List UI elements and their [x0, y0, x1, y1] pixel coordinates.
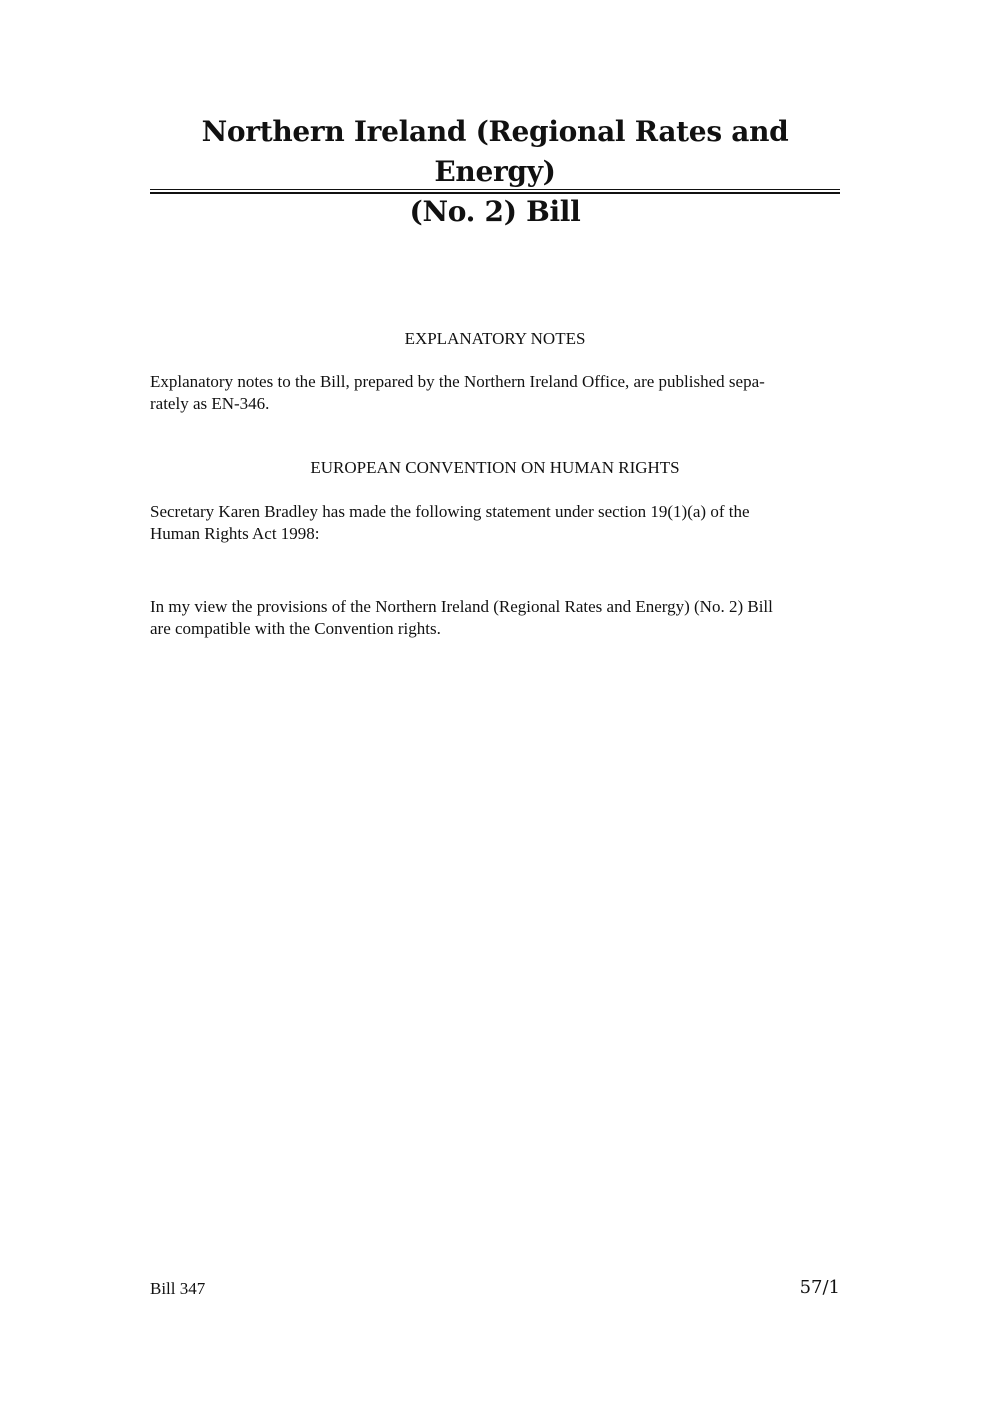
compatibility-statement-line-2: are compatible with the Convention rights.	[150, 619, 441, 638]
bill-title-line-2: (No. 2) Bill	[409, 195, 581, 228]
bill-number: Bill 347	[150, 1279, 206, 1298]
echr-statement-line-2: Human Rights Act 1998:	[150, 524, 320, 543]
echr-statement-line-1: Secretary Karen Bradley has made the following statement under section 19(1)(a) of the	[150, 502, 750, 521]
bill-title	[150, 112, 840, 232]
explanatory-notes-line-2: rately as EN-346.	[150, 394, 270, 413]
bill-title-line-1: Northern Ireland (Regional Rates and Energy)	[201, 115, 789, 188]
compatibility-statement-paragraph	[150, 596, 830, 640]
explanatory-notes-line-1: Explanatory notes to the Bill, prepared by the Northern Ireland Office, are published sepa-	[150, 372, 765, 391]
echr-heading: EUROPEAN CONVENTION ON HUMAN RIGHTS	[310, 458, 680, 477]
title-rule-top	[150, 189, 840, 190]
echr-statement-paragraph	[150, 501, 830, 545]
explanatory-notes-heading: EXPLANATORY NOTES	[404, 329, 586, 348]
bill-reference: 57/1	[799, 1277, 840, 1298]
explanatory-notes-paragraph	[150, 371, 830, 415]
compatibility-statement-line-1: In my view the provisions of the Northern Ireland (Regional Rates and Energy) (No. 2) Bill	[150, 597, 773, 616]
title-rule-bottom	[150, 192, 840, 194]
